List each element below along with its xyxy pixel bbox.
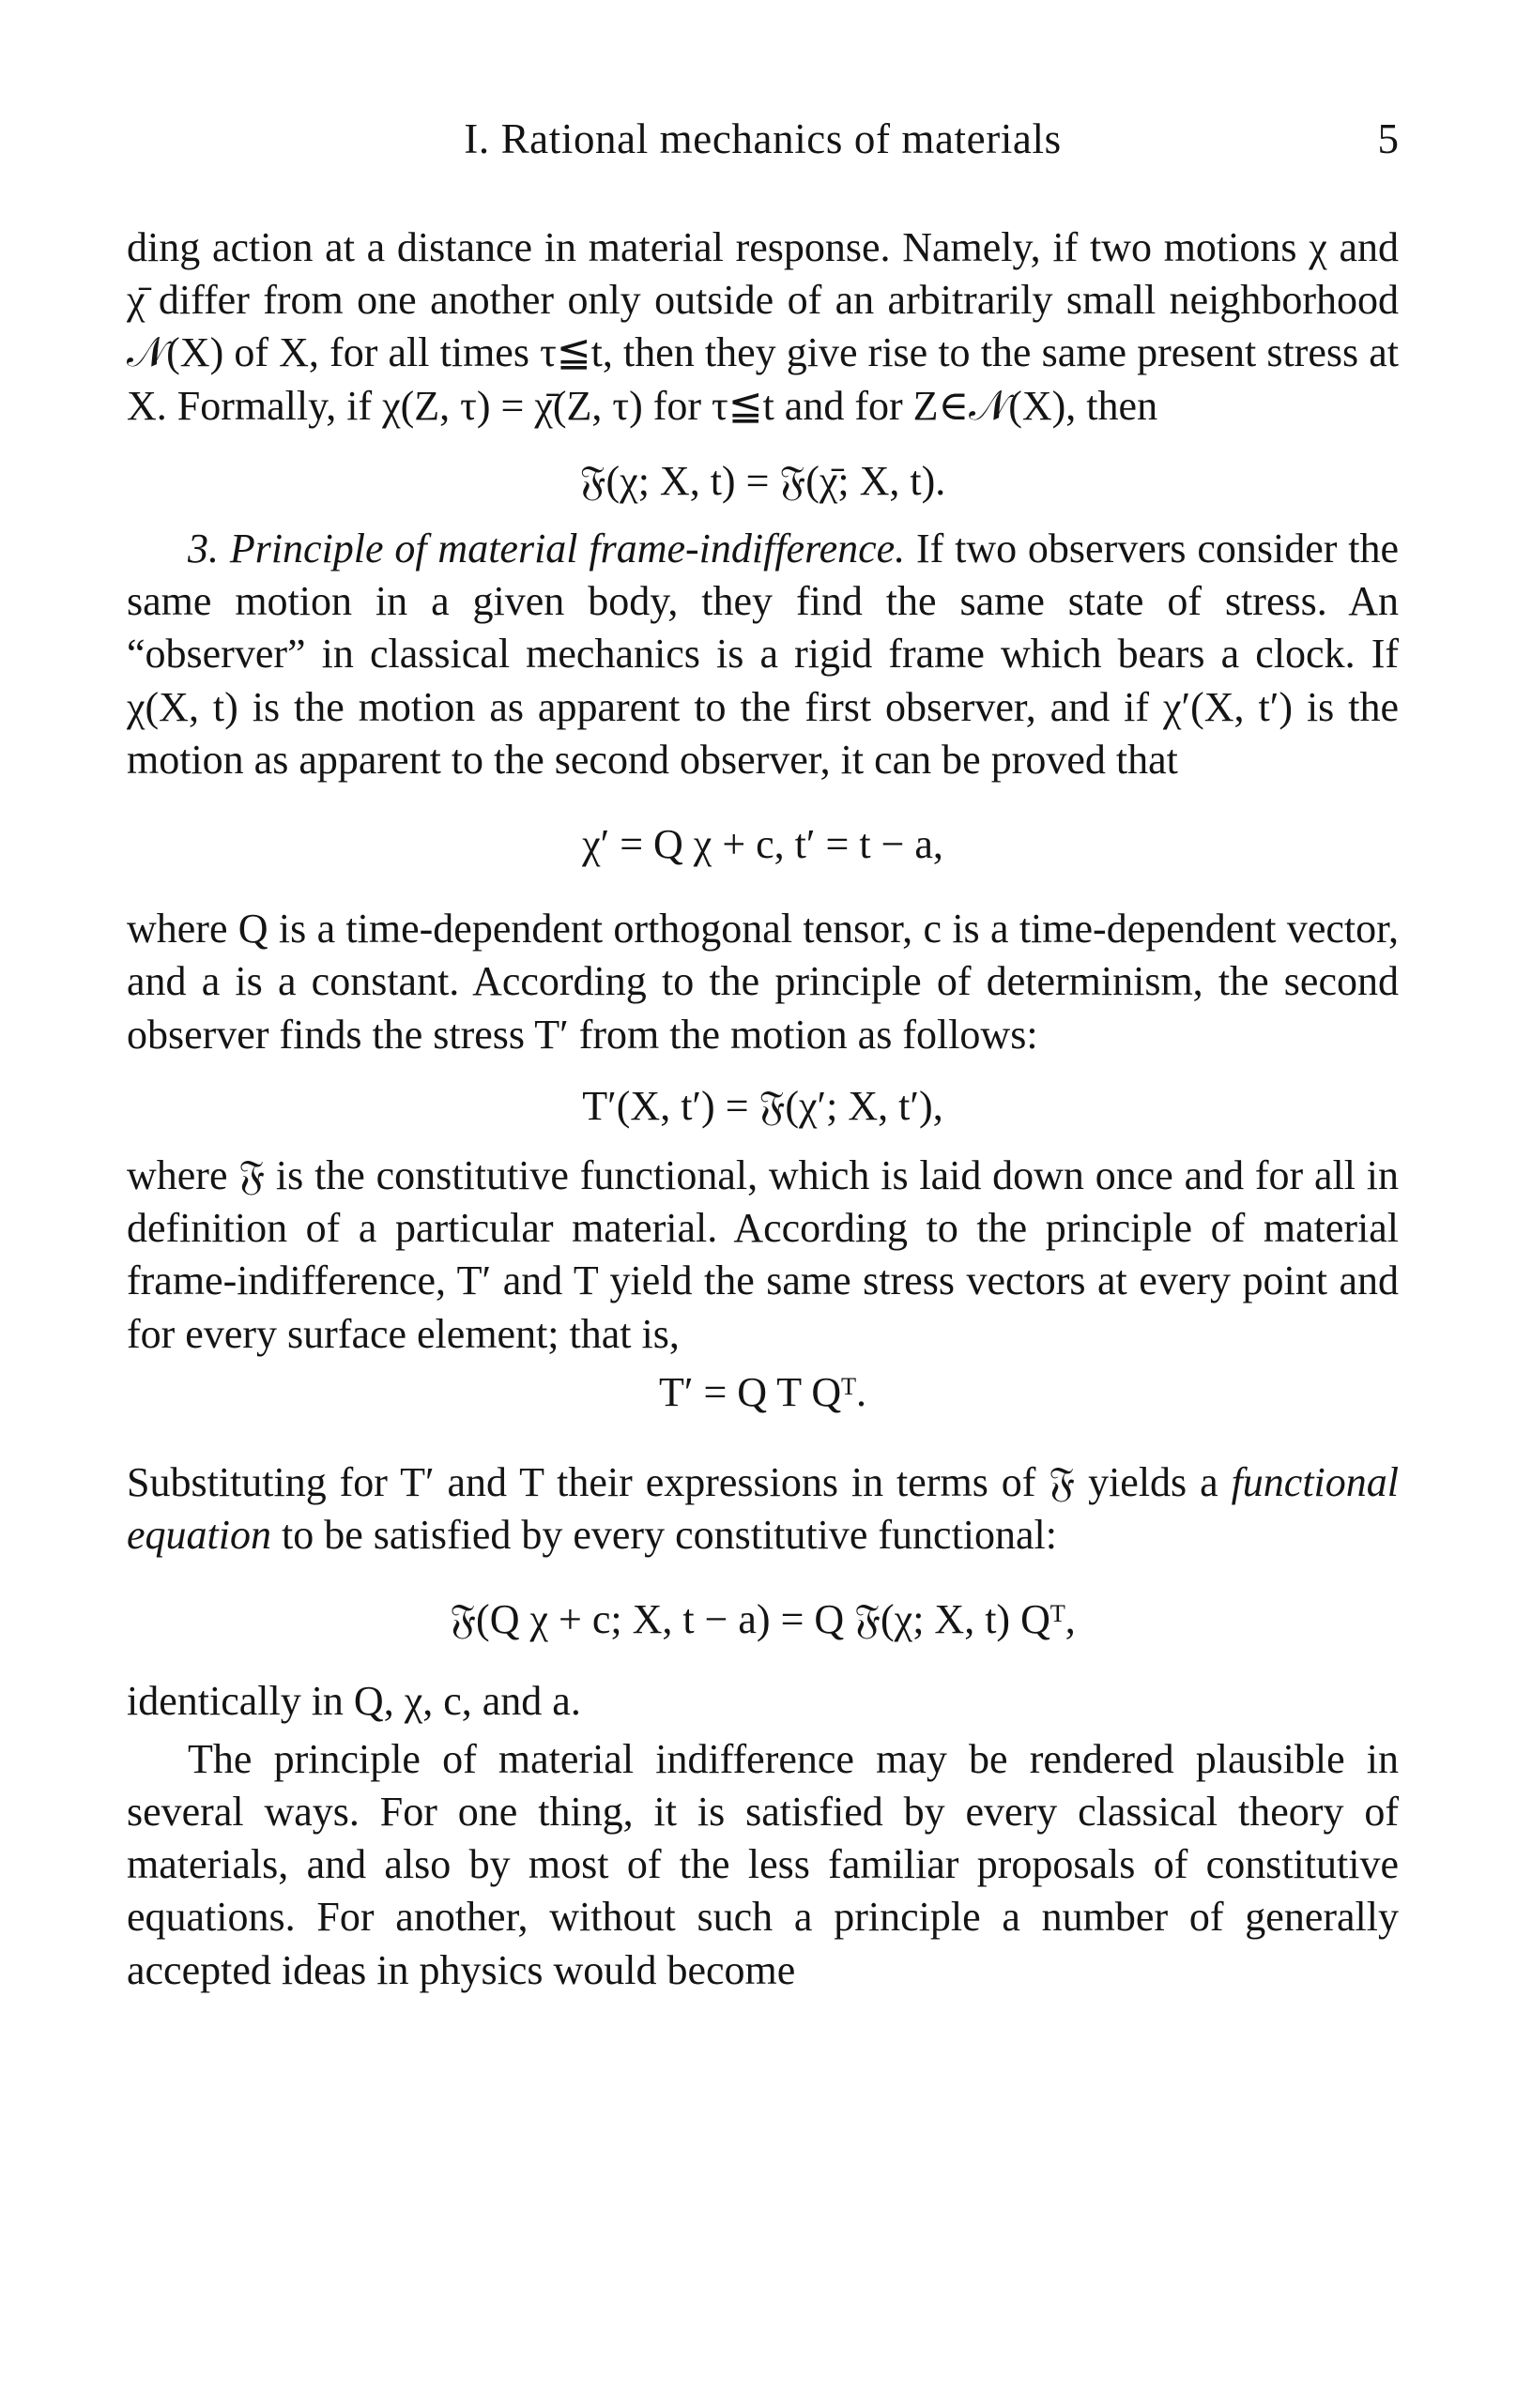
paragraph-text: Substituting for T′ and T their expressions in terms of 𝔉 yields a — [127, 1459, 1232, 1506]
paragraph-plausibility: The principle of material indifference may be rendered plausible in several ways. For one thing, it is satisfied by every classical theory of materials, and also by most of the less familiar proposals of constitutive equations. For another, without such a principle a number of generally accepted ideas in physics would become — [127, 1735, 1399, 1993]
paragraph-constitutive-functional: where 𝔉 is the constitutive functional, which is laid down once and for all in definition of a particular material. According to the principle of material frame-indifference, T′ and T yield the same stress vectors at every point and for every surface element; that is, — [127, 1152, 1399, 1357]
paragraph-orthogonal-tensor: where Q is a time-dependent orthogonal tensor, c is a time-dependent vector, and a is a constant. According to the principle of determinism, the second observer finds the stress T′ from the motion as follows: — [127, 906, 1399, 1058]
emphasis-functional-equation: functional equation — [127, 1459, 1399, 1559]
paragraph-frame-indifference — [127, 523, 1399, 786]
paragraph-functional-equation — [127, 1456, 1399, 1562]
equation-stress-second-observer: T′(X, t′) = 𝔉(χ′; X, t′), — [582, 1082, 943, 1129]
section-heading: 3. Principle of material frame-indifference. — [188, 526, 906, 572]
equation-change-of-frame: χ′ = Q χ + c, t′ = t − a, — [582, 821, 943, 868]
equation-local-action: 𝔉(χ; X, t) = 𝔉(χ̄; X, t). — [579, 457, 946, 504]
paragraph-text: If two observers consider the same motion in a given body, they find the same state of stress. An “observer” in classical mechanics is a rigid frame which bears a clock. If χ(X, t) is the motion as apparent to the first observer, and if χ′(X, t′) is the motion as apparent to the second observer, it can be proved that — [127, 526, 1399, 783]
page-body — [127, 221, 1399, 1997]
page-number: 5 — [1377, 115, 1399, 162]
paragraph-text: to be satisfied by every constitutive functional: — [270, 1512, 1057, 1559]
running-title: I. Rational mechanics of materials — [464, 115, 1062, 162]
equation-functional-constraint: 𝔉(Q χ + c; X, t − a) = Q 𝔉(χ; X, t) Qᵀ, — [450, 1596, 1076, 1643]
equation-stress-transformation: T′ = Q T Qᵀ. — [658, 1368, 867, 1415]
paragraph-action-at-distance: ding action at a distance in material response. Namely, if two motions χ and χ̄ differ from one another only outside of an arbitrarily small neighborhood 𝒩(X) of X, for all times τ≦t, then they give rise to the same present stress at X. Formally, if χ(Z, τ) = χ̄(Z, τ) for τ≦t and for Z∈𝒩(X), then — [127, 224, 1399, 429]
page-header — [127, 114, 1399, 175]
paragraph-identically: identically in Q, χ, c, and a. — [127, 1677, 581, 1724]
